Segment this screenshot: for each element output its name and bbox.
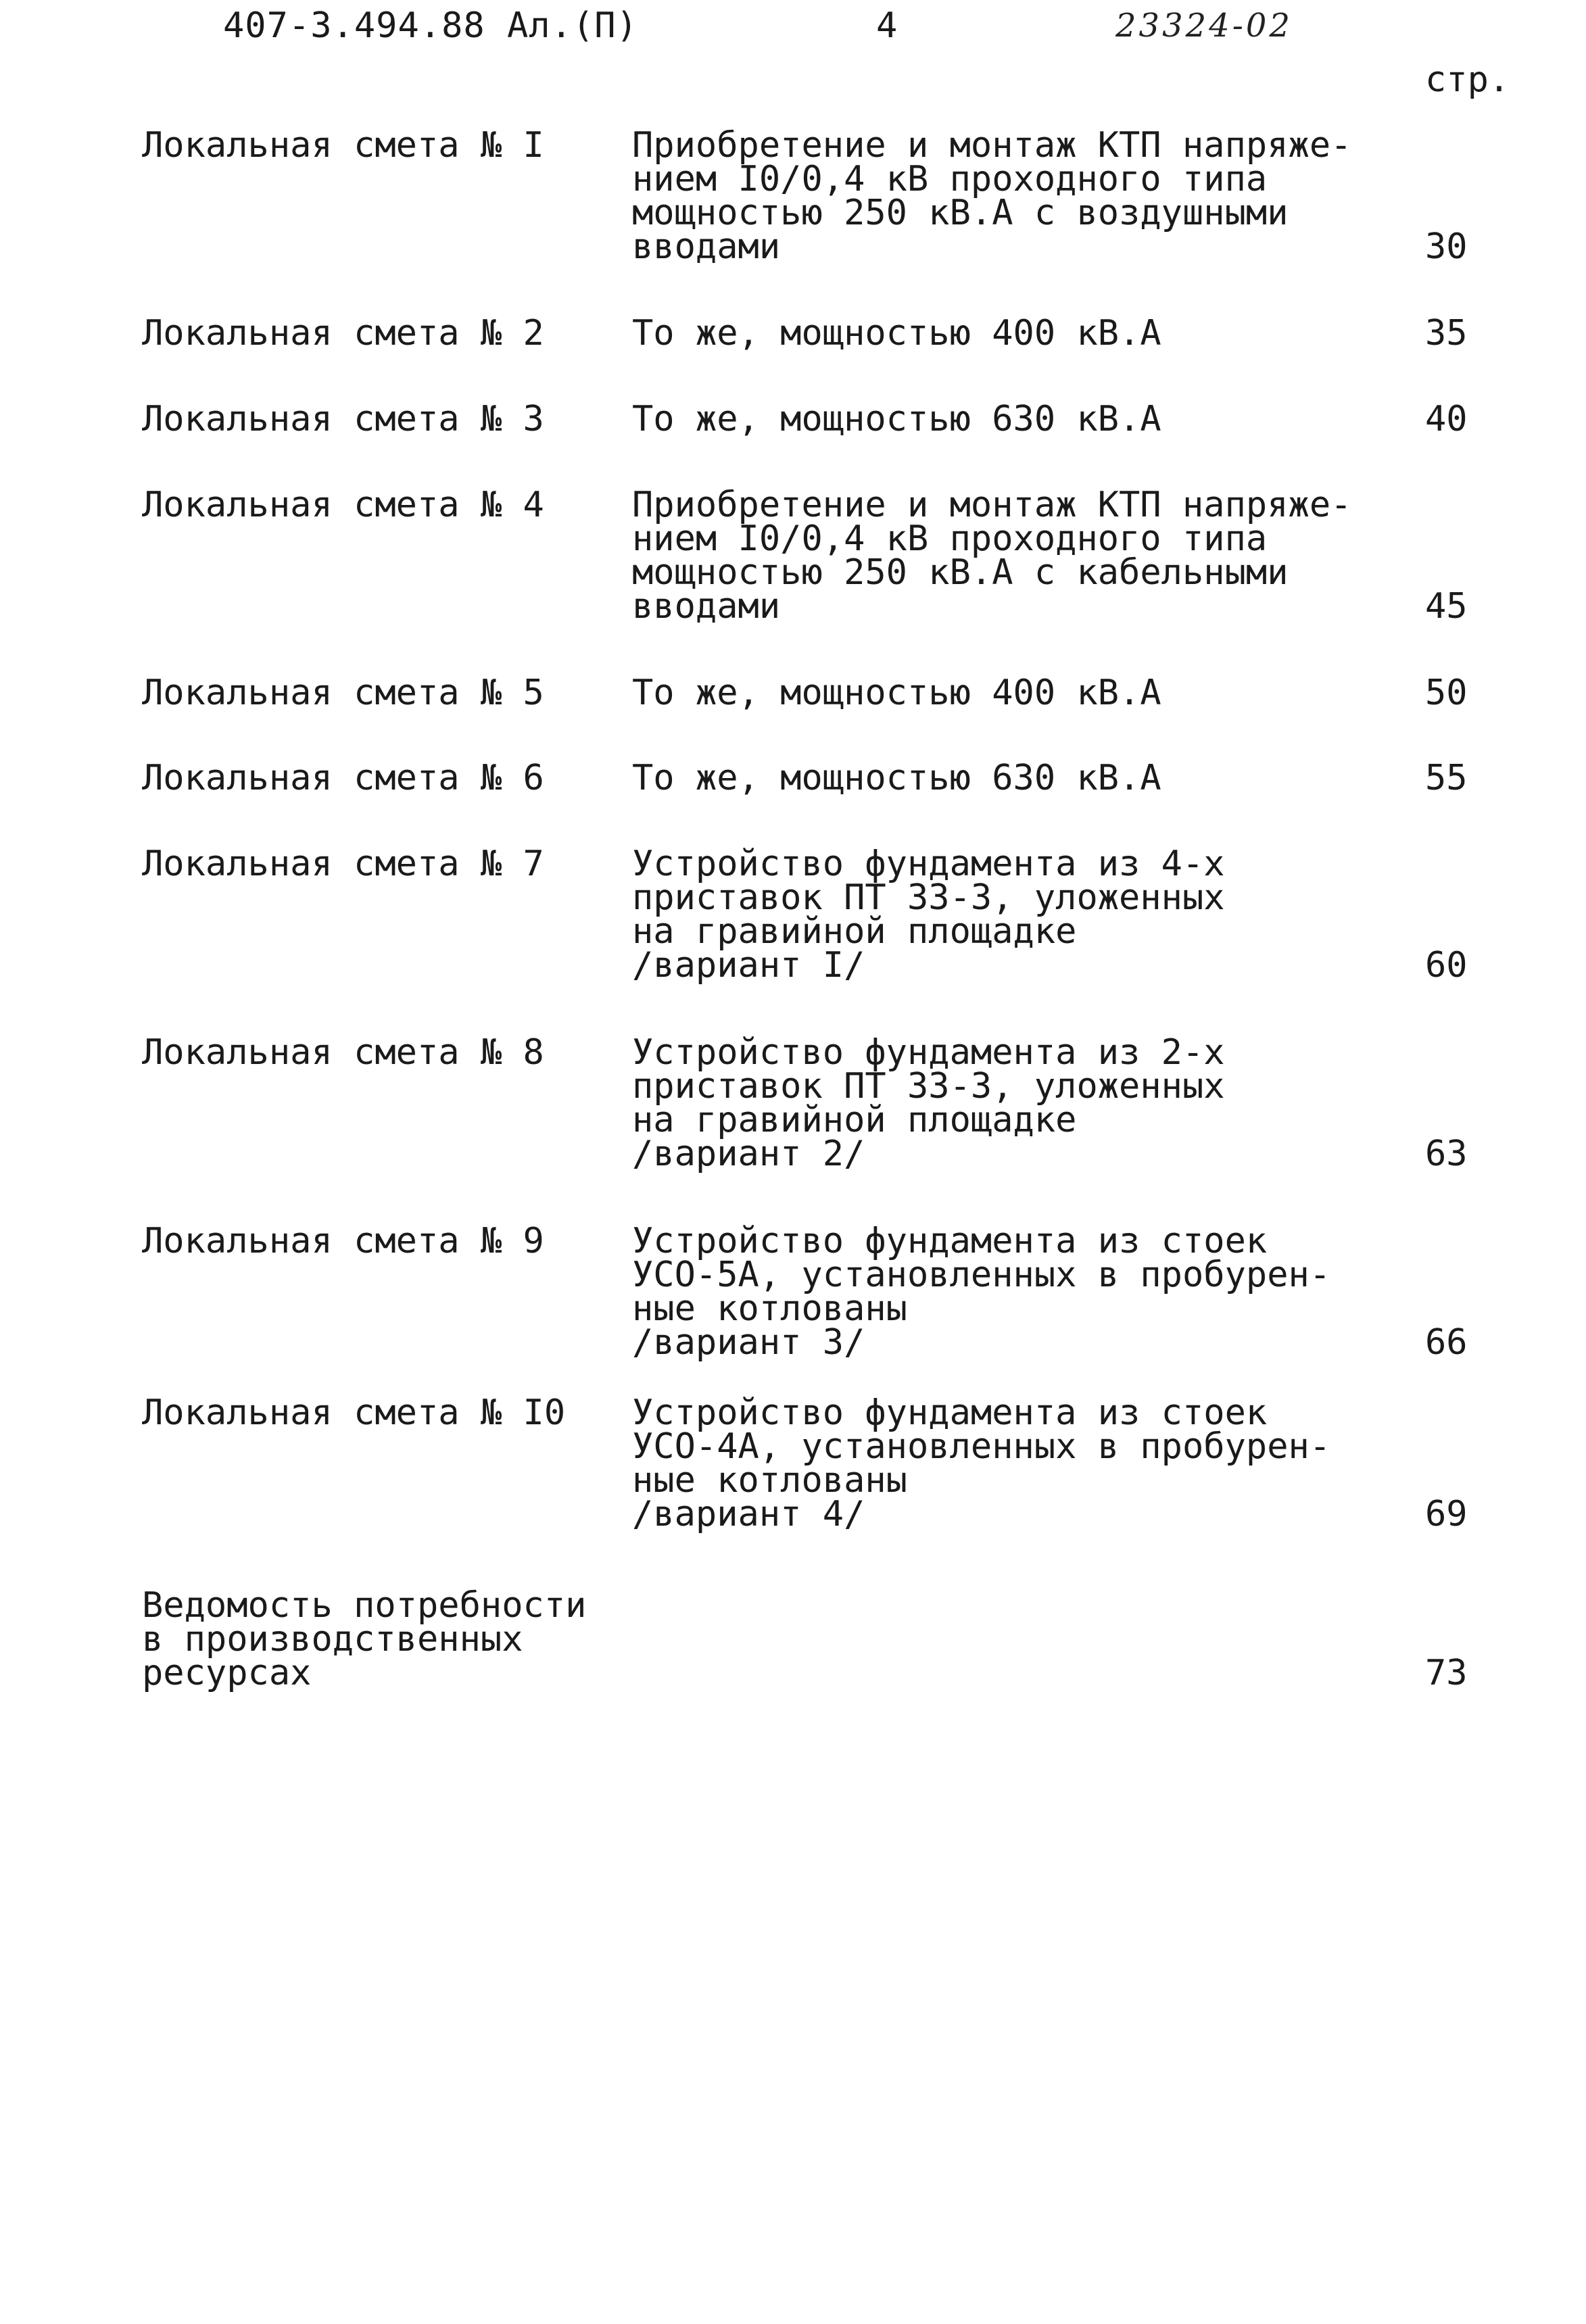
entry-label: Локальная смета № 8 [142, 1032, 544, 1073]
entry-page: 73 [1425, 1653, 1468, 1693]
entry-label: Локальная смета № I0 [142, 1393, 566, 1433]
entry-description: Приобретение и монтаж КТП напряже- нием I0/0,4 кВ проходного типа мощностью 250 кВ.А с кабельными вводами [632, 485, 1352, 627]
entry-page: 55 [1425, 758, 1468, 798]
page-number: 4 [876, 5, 898, 46]
entry-label: Локальная смета № 9 [142, 1221, 544, 1261]
entry-description: Устройство фундамента из стоек УСО-5А, установленных в пробурен- ные котлованы /вариант 3/ [632, 1221, 1331, 1363]
entry-label: Локальная смета № 2 [142, 313, 544, 354]
entry-description: То же, мощностью 400 кВ.А [632, 313, 1161, 354]
entry-page: 63 [1425, 1134, 1468, 1174]
document-code: 407-3.494.88 Ал.(П) [223, 5, 638, 46]
entry-description: Устройство фундамента из стоек УСО-4А, установленных в пробурен- ные котлованы /вариант 4/ [632, 1393, 1331, 1534]
entry-description: То же, мощностью 630 кВ.А [632, 758, 1161, 798]
entry-label: Локальная смета № 7 [142, 844, 544, 884]
entry-label: Локальная смета № 4 [142, 485, 544, 525]
entry-page: 45 [1425, 586, 1468, 627]
page-column-header: стр. [1425, 59, 1510, 100]
entry-page: 69 [1425, 1494, 1468, 1534]
entry-label: Локальная смета № 6 [142, 758, 544, 798]
entry-description: Устройство фундамента из 4-х приставок ПТ 33-3, уложенных на гравийной площадке /вариант I/ [632, 844, 1225, 986]
handwritten-note: 23324-02 [1115, 7, 1293, 45]
entry-label: Локальная смета № 5 [142, 673, 544, 713]
entry-page: 60 [1425, 945, 1468, 986]
entry-label: Локальная смета № I [142, 125, 544, 166]
entry-page: 66 [1425, 1322, 1468, 1363]
entry-description: То же, мощностью 630 кВ.А [632, 399, 1161, 439]
entry-description: Устройство фундамента из 2-х приставок ПТ 33-3, уложенных на гравийной площадке /вариант 2/ [632, 1032, 1225, 1174]
entry-page: 30 [1425, 226, 1468, 267]
entry-description: Приобретение и монтаж КТП напряже- нием I0/0,4 кВ проходного типа мощностью 250 кВ.А с воздушными вводами [632, 125, 1352, 267]
entry-description: То же, мощностью 400 кВ.А [632, 673, 1161, 713]
entry-label: Ведомость потребности в производственных ресурсах [142, 1585, 587, 1693]
entry-page: 40 [1425, 399, 1468, 439]
entry-page: 50 [1425, 673, 1468, 713]
entry-label: Локальная смета № 3 [142, 399, 544, 439]
entry-page: 35 [1425, 313, 1468, 354]
